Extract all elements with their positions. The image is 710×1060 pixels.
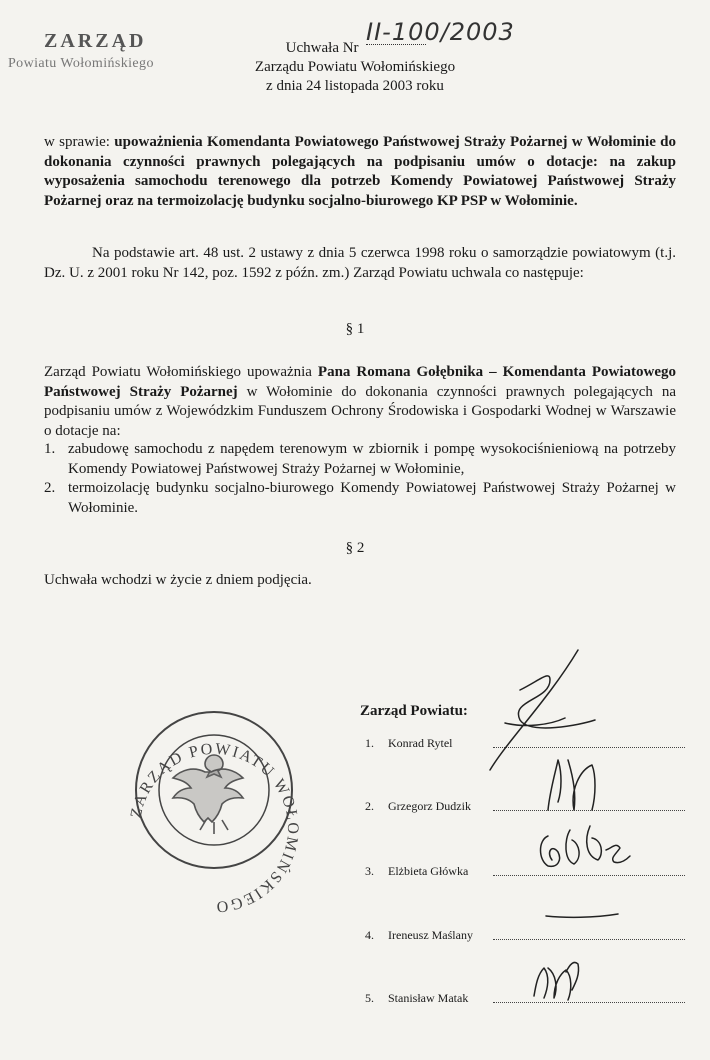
dotation-list bbox=[44, 440, 676, 518]
section-1-person: Pana Romana Gołębnika – Komendanta Powiatowego Państwowej Straży Pożarnej bbox=[44, 364, 677, 400]
board-member-row bbox=[365, 864, 685, 879]
member-name: Elżbieta Główka bbox=[388, 864, 469, 878]
member-number: 3. bbox=[365, 864, 374, 878]
member-name: Ireneusz Maślany bbox=[388, 928, 473, 942]
board-title: Zarząd Powiatu: bbox=[360, 703, 468, 719]
letterhead-subtitle: Powiatu Wołomińskiego bbox=[8, 56, 154, 71]
member-name: Stanisław Matak bbox=[388, 991, 469, 1005]
member-name: Grzegorz Dudzik bbox=[388, 799, 471, 813]
board-member-row bbox=[365, 799, 685, 814]
svg-text:ZARZĄD POWIATU WOŁOMIŃSKIEGO bbox=[128, 741, 301, 916]
signature-konrad-rytel bbox=[490, 650, 595, 770]
list-item bbox=[44, 479, 676, 518]
section-1-rest: w Wołominie do dokonania czynności prawnych polegających na podpisaniu umów z Wojewódzkim Funduszem Ochrony Środowiska i Gospodarki Wodnej w Warszawie o dotacje na: bbox=[44, 383, 677, 439]
list-item-text: zabudowę samochodu z napędem terenowym w zbiornik i pompę wysokociśnieniową na potrzeby Komendy Powiatowej Państwowej Straży Pożarnej w Wołominie, bbox=[68, 441, 676, 477]
section-1-mark: § 1 bbox=[345, 321, 365, 337]
list-item-number: 1. bbox=[44, 441, 56, 457]
list-item-text: termoizolację budynku socjalno-biurowego Komendy Powiatowej Państwowej Straży Pożarnej w Wołominie. bbox=[68, 480, 676, 516]
member-number: 2. bbox=[365, 799, 374, 813]
stamp-ring-text: ZARZĄD POWIATU WOŁOMIŃSKIEGO bbox=[127, 740, 302, 916]
section-1-intro: Zarząd Powiatu Wołomińskiego upoważnia bbox=[44, 364, 312, 380]
member-name: Konrad Rytel bbox=[388, 736, 453, 750]
letterhead-title: ZARZĄD bbox=[44, 30, 147, 52]
resolution-issuer: Zarządu Powiatu Wołomińskiego bbox=[254, 59, 456, 75]
section-1-paragraph bbox=[44, 363, 676, 441]
board-member-row bbox=[365, 928, 685, 943]
signature-line bbox=[493, 810, 685, 811]
subject-label: w sprawie: bbox=[44, 134, 110, 150]
subject-text: upoważnienia Komendanta Powiatowego Państwowej Straży Pożarnej w Wołominie do dokonania czynności prawnych polegających na podpisaniu umów o dotacje: na zakup wyposażenia samochodu terenowego dla potrzeb Komendy Powiatowej Państwowej Straży Pożarnej oraz na termoizolację budynku socjalno-biurowego KP PSP w Wołominie. bbox=[44, 134, 677, 209]
section-2-mark: § 2 bbox=[345, 540, 365, 556]
member-number: 5. bbox=[365, 991, 374, 1005]
signature-elzbieta-glowka bbox=[541, 826, 631, 866]
legal-basis-paragraph: Na podstawie art. 48 ust. 2 ustawy z dnia 5 czerwca 1998 roku o samorządzie powiatowym (t.j. Dz. U. z 2001 roku Nr 142, poz. 1592 z późn. zm.) Zarząd Powiatu uchwala co następuje: bbox=[44, 245, 676, 281]
section-2-text: Uchwała wchodzi w życie z dniem podjęcia. bbox=[44, 572, 312, 588]
stamp-seal bbox=[128, 712, 301, 915]
eagle-emblem-icon bbox=[173, 755, 243, 834]
signature-line bbox=[493, 939, 685, 940]
signature-line bbox=[493, 1002, 685, 1003]
member-number: 4. bbox=[365, 928, 374, 942]
signature-ireneusz-maslany bbox=[546, 914, 618, 917]
subject-paragraph bbox=[44, 133, 676, 211]
board-member-row bbox=[365, 736, 685, 751]
list-item-number: 2. bbox=[44, 480, 56, 496]
signature-line bbox=[493, 875, 685, 876]
board-member-row bbox=[365, 991, 685, 1006]
member-number: 1. bbox=[365, 736, 374, 750]
resolution-date: z dnia 24 listopada 2003 roku bbox=[266, 78, 444, 94]
resolution-label: Uchwała Nr bbox=[285, 40, 359, 56]
handwritten-resolution-number: II-100/2003 bbox=[366, 18, 515, 46]
signature-line bbox=[493, 747, 685, 748]
list-item bbox=[44, 440, 676, 479]
